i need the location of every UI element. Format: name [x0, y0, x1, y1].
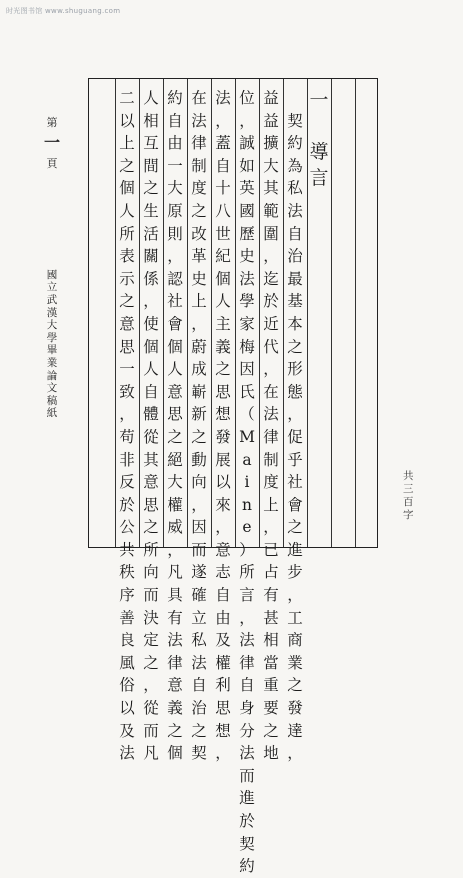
page-suffix: 頁 [46, 157, 58, 170]
section-title: 一 導 言 [309, 89, 329, 189]
sidebar [40, 78, 64, 548]
text-column: 位 ， 誠 如 英 國 歷 史 法 學 家 梅 因 氏 （ M a i n e ） 所 言 ， 法 律 自 身 分 法 而 進 於 契 約 [239, 89, 255, 876]
manuscript-grid [88, 78, 378, 876]
page-label: 第 [46, 116, 58, 129]
text-column: 二 以 上 之 個 人 所 表 示 之 意 思 一 致 ， 苟 非 反 於 公 共 秩 序 善 良 風 俗 以 及 法 [119, 89, 135, 763]
text-column: 法 ， 蓋 自 十 八 世 紀 個 人 主 義 之 思 想 發 展 以 來 ， 意 志 自 由 及 權 利 思 想 ， [215, 89, 231, 763]
text-column: 契 約 為 私 法 自 治 最 基 本 之 形 態 ， 促 乎 社 會 之 進 步 ， 工 商 業 之 發 達 ， [287, 111, 303, 763]
watermark-text: 时光图书馆 www.shuguang.com [6, 7, 121, 15]
word-count: 共 三 百 字 [403, 470, 414, 521]
manuscript-sheet [10, 40, 453, 876]
grid-line [331, 79, 332, 547]
text-column: 約 自 由 一 大 原 則 ， 認 社 會 個 人 意 思 之 絕 大 權 威 ， 凡 具 有 法 律 意 義 之 個 [167, 89, 183, 763]
text-column: 人 相 互 間 之 生 活 關 係 ， 使 個 人 自 體 從 其 意 思 之 所 向 而 決 定 之 ， 從 而 凡 [143, 89, 159, 763]
publisher-label: 國 立 武 漢 大 學 畢 業 論 文 稿 紙 [46, 268, 58, 420]
page-number: 一 [43, 133, 60, 152]
text-column: 在 法 律 制 度 之 改 革 史 上 ， 蔚 成 嶄 新 之 動 向 ， 因 而 遂 確 立 私 法 自 治 之 契 [191, 89, 207, 763]
grid-line [355, 79, 356, 547]
text-column: 益 益 擴 大 其 範 圍 ， 迄 於 近 代 ， 在 法 律 制 度 上 ， 已 占 有 甚 相 當 重 要 之 地 [263, 89, 279, 763]
